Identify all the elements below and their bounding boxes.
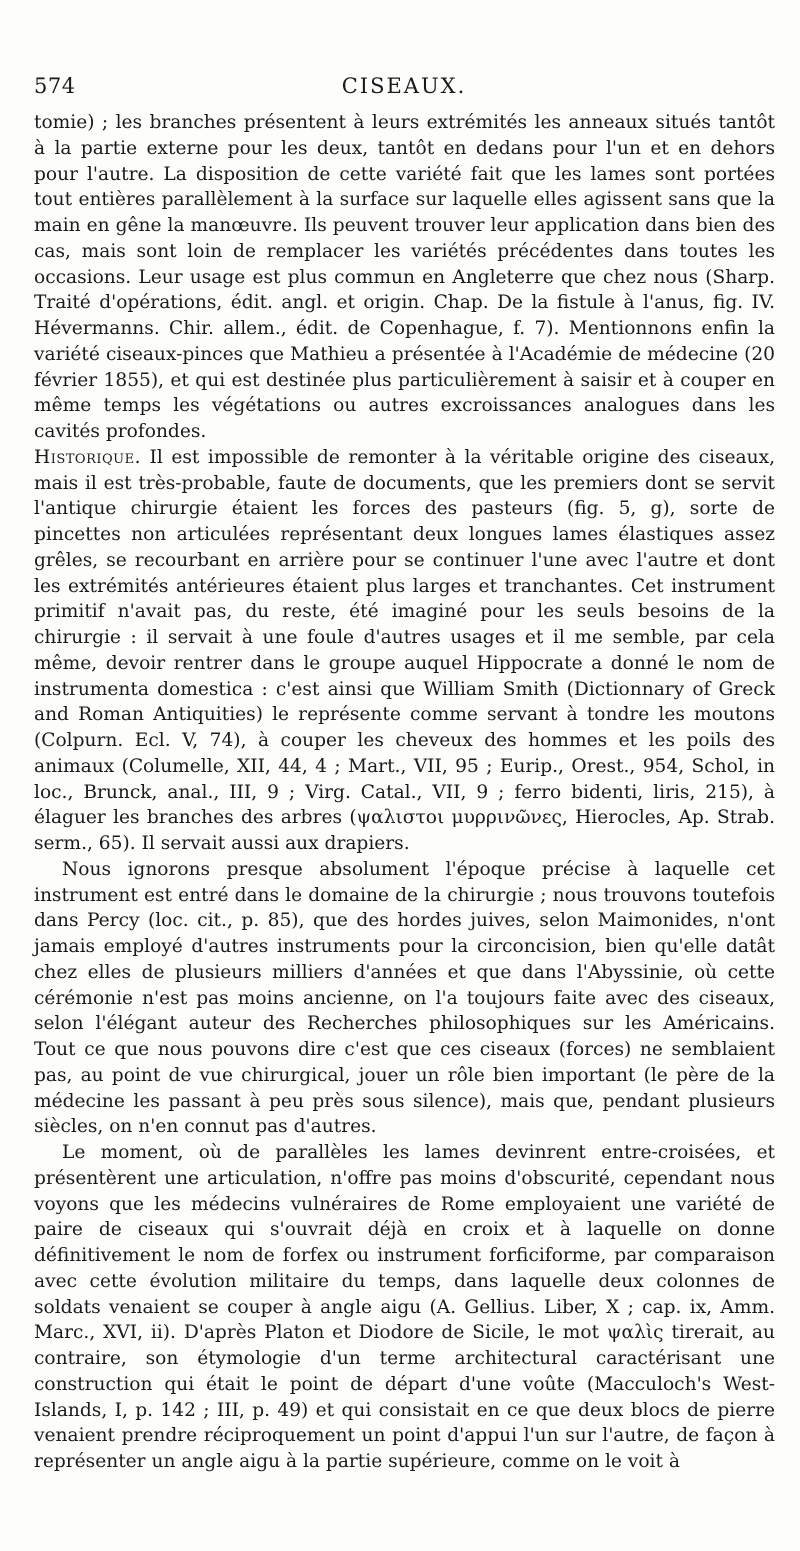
paragraph-1-text: tomie) ; les branches présentent à leurs extrémités les anneaux situés tantôt à la partie externe pour les deux, tantôt en dedans pour l'un et en dehors pour l'autre. La disposition de cette variété fait que les lames sont portées tout entières parallèlement à la surface sur laquelle elles agissent sans que la main en gêne la manœuvre. Ils peuvent trouver leur application dans bien des cas, mais sont loin de remplacer les variétés précédentes dans toutes les occasions. Leur usage est plus commun en Angleterre que chez nous (Sharp. Traité d'opérations, édit. angl. et origin. Chap. De la fistule à l'anus, fig. IV. Hévermanns. Chir. allem., édit. de Copenhague, f. 7). Mentionnons enfin la variété ciseaux-pinces que Mathieu a présentée à l'Académie de médecine (20 février 1855), et qui est destinée plus particulièrement à saisir et à couper en même temps les végétations ou autres excroissances analogues dans les cavités profondes. <box>34 112 775 442</box>
section-lead-historique: Historique. <box>34 446 142 468</box>
page-number: 574 <box>34 74 76 98</box>
page-header <box>34 74 774 104</box>
paragraph-2-historique <box>34 445 775 857</box>
paragraph-4-text: Le moment, où de parallèles les lames devinrent entre-croisées, et présentèrent une articulation, n'offre pas moins d'obscurité, cependant nous voyons que les médecins vulnéraires de Rome employaient une variété de paire de ciseaux qui s'ouvrait déjà en croix et à laquelle on donne définitivement le nom de forfex ou instrument forficiforme, par comparaison avec cette évolution militaire du temps, dans laquelle deux colonnes de soldats venaient se couper à angle aigu (A. Gellius. Liber, X ; cap. ix, Amm. Marc., XVI, ii). D'après Platon et Diodore de Sicile, le mot ψαλὶς tirerait, au contraire, son étymologie d'un terme architectural caractérisant une construction qui était le point de départ d'une voûte (Macculoch's West-Islands, I, p. 142 ; III, p. 49) et qui consistait en ce que deux blocs de pierre venaient prendre réciproquement un point d'appui l'un sur l'autre, de façon à représenter un angle aigu à la partie supérieure, comme on le voit à <box>34 1142 775 1472</box>
paragraph-3-text: Nous ignorons presque absolument l'époque précise à laquelle cet instrument est entré dans le domaine de la chirurgie ; nous trouvons toutefois dans Percy (loc. cit., p. 85), que des hordes juives, selon Maimonides, n'ont jamais employé d'autres instruments pour la circoncision, bien qu'elle datât chez elles de plusieurs milliers d'années et que dans l'Abyssinie, où cette cérémonie n'est pas moins ancienne, on l'a toujours faite avec des ciseaux, selon l'élégant auteur des Recherches philosophiques sur les Américains. Tout ce que nous pouvons dire c'est que ces ciseaux (forces) ne semblaient pas, au point de vue chirurgical, jouer un rôle bien important (le père de la médecine les passant à peu près sous silence), mais que, pendant plusieurs siècles, on n'en connut pas d'autres. <box>34 858 775 1138</box>
paragraph-3 <box>34 857 775 1140</box>
paragraph-4 <box>34 1140 775 1475</box>
paragraph-2-text: Il est impossible de remonter à la véritable origine des ciseaux, mais il est très-probable, faute de documents, que les premiers dont se servit l'antique chirurgie étaient les forces des pasteurs (fig. 5, g), sorte de pincettes non articulées représentant deux longues lames élastiques assez grêles, se recourbant en arrière pour se continuer l'une avec l'autre et dont les extrémités antérieures étaient plus larges et tranchantes. Cet instrument primitif n'avait pas, du reste, été imaginé pour les seuls besoins de la chirurgie : il servait à une foule d'autres usages et il me semble, par cela même, devoir rentrer dans le groupe auquel Hippocrate a donné le nom de instrumenta domestica : c'est ainsi que William Smith (Dictionnary of Greck and Roman Antiquities) le représente comme servant à tondre les moutons (Colpurn. Ecl. V, 74), à couper les cheveux des hommes et les poils des animaux (Columelle, XII, 44, 4 ; Mart., VII, 95 ; Eurip., Orest., 954, Schol, in loc., Brunck, anal., III, 9 ; Virg. Catal., VII, 9 ; ferro bidenti, liris, 215), à élaguer les branches des arbres (ψαλιστοι μυρρινῶνες, Hierocles, Ap. Strab. serm., 65). Il servait aussi aux drapiers. <box>34 446 775 854</box>
paragraph-1 <box>34 110 775 445</box>
body-text <box>34 110 775 1475</box>
running-head: CISEAUX. <box>341 74 467 98</box>
